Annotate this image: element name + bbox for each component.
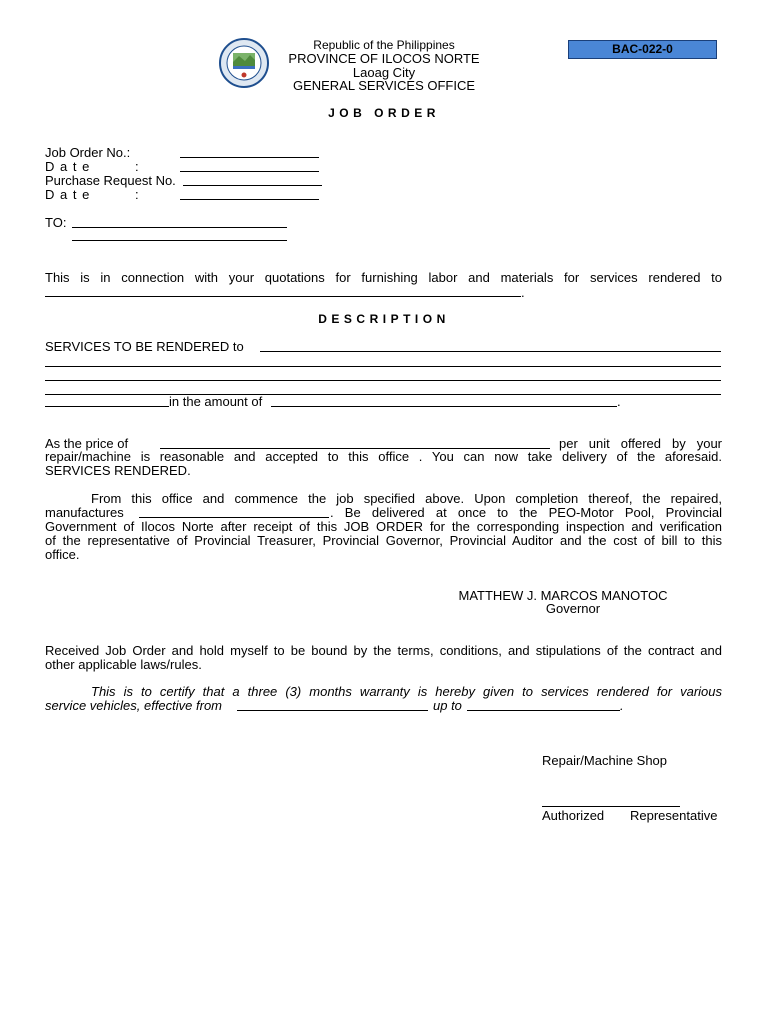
header-city: Laoag City — [352, 65, 416, 80]
price-tail: per unit offered by your — [559, 436, 722, 451]
provincial-seal — [216, 38, 272, 88]
purchase-request-label: Purchase Request No. — [45, 173, 176, 188]
date1-colon: : — [135, 159, 139, 174]
form-code-badge: BAC-022-0 — [568, 40, 717, 59]
commence-line5: office. — [45, 547, 80, 562]
intro-text: This is in connection with your quotations for furnishing labor and materials for services rendered to — [45, 270, 722, 285]
description-heading: DESCRIPTION — [318, 312, 450, 326]
date2-colon: : — [135, 187, 139, 202]
signatory-name: MATTHEW J. MARCOS MANOTOC — [458, 588, 668, 603]
price-lead: As the price of — [45, 436, 129, 451]
services-line-2 — [45, 380, 721, 381]
date2-line — [180, 199, 319, 200]
commence-line4: of the representative of Provincial Treasurer, Provincial Governor, Provincial Auditor and the cost of bill to this — [45, 533, 722, 548]
warranty-period: . — [620, 698, 624, 713]
received-line2: other applicable laws/rules. — [45, 657, 202, 672]
amount-period: . — [617, 394, 621, 409]
purchase-request-line — [183, 185, 322, 186]
commence-line3: Government of Ilocos Norte after receipt of this JOB ORDER for the corresponding inspection and verification — [45, 519, 722, 534]
signatory-position: Governor — [545, 601, 601, 616]
representative-label: Representative — [630, 808, 718, 823]
authorized-label: Authorized — [542, 808, 605, 823]
amount-line — [271, 406, 617, 407]
commence-line2-tail: . Be delivered at once to the PEO-Motor Pool, Provincial — [330, 505, 722, 520]
manufactures-line — [139, 517, 329, 518]
document-title: JOB ORDER — [328, 106, 440, 120]
services-line-1 — [45, 366, 721, 367]
header-office: GENERAL SERVICES OFFICE — [292, 78, 476, 93]
intro-period: . — [521, 285, 525, 300]
commence-line1: From this office and commence the job specified above. Upon completion thereof, the repaired, — [91, 491, 722, 506]
commence-line2-lead: manufactures — [45, 505, 124, 520]
services-line-0 — [260, 351, 721, 352]
to-line-2 — [72, 240, 287, 241]
shop-label: Repair/Machine Shop — [542, 753, 668, 768]
price-line2: repair/machine is reasonable and accepted to this office . You can now take delivery of the aforesaid. — [45, 449, 722, 464]
services-label: SERVICES TO BE RENDERED to — [45, 339, 244, 354]
warranty-upto: up to — [433, 698, 462, 713]
warranty-to-line — [467, 710, 620, 711]
amount-label: in the amount of — [169, 394, 263, 409]
date1-label: D a t e — [45, 159, 91, 174]
to-line-1 — [72, 227, 287, 228]
date1-line — [180, 171, 319, 172]
date2-label: D a t e — [45, 187, 91, 202]
intro-line — [45, 296, 521, 297]
amount-lead-line — [45, 406, 169, 407]
job-order-no-label: Job Order No.: — [45, 145, 131, 160]
price-line3: SERVICES RENDERED. — [45, 463, 191, 478]
received-line1: Received Job Order and hold myself to be bound by the terms, conditions, and stipulations of the contract and — [45, 643, 722, 658]
warranty-line1: This is to certify that a three (3) months warranty is hereby given to services rendered for various — [91, 684, 722, 699]
job-order-no-line — [180, 157, 319, 158]
header-province: PROVINCE OF ILOCOS NORTE — [288, 51, 480, 66]
authorized-signature-line — [542, 806, 680, 807]
warranty-line2-lead: service vehicles, effective from — [45, 698, 223, 713]
to-label: TO: — [45, 215, 67, 230]
warranty-from-line — [237, 710, 428, 711]
header-republic: Republic of the Philippines — [313, 38, 455, 52]
